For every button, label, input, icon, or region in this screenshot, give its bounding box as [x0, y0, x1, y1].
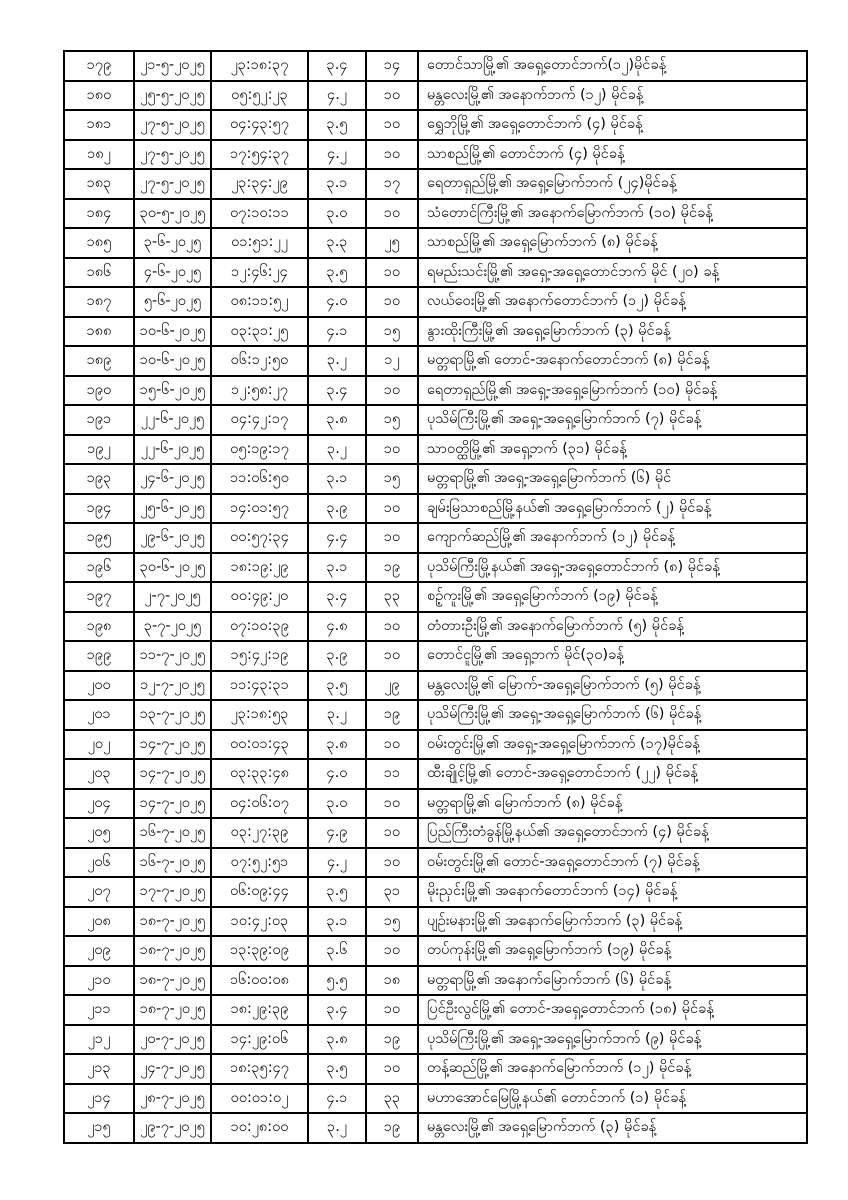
- table-row: [64, 907, 807, 937]
- cell-serial-number: ၁၉၇: [64, 582, 134, 612]
- cell-depth: ၁၄: [366, 51, 418, 81]
- cell-location: ချမ်းမြသာစည်မြို့နယ်၏ အရှေ့မြောက်ဘက် (၂) မိုင်ခန့်: [418, 494, 807, 524]
- cell-time: ၀၅:၁၉:၁၇: [211, 435, 308, 465]
- cell-date: ၂၂-၆-၂၀၂၅: [134, 405, 211, 435]
- cell-serial-number: ၁၈၈: [64, 317, 134, 347]
- table-row: [64, 759, 807, 789]
- cell-magnitude: ၄.၂: [308, 81, 366, 111]
- cell-magnitude: ၄.၉: [308, 818, 366, 848]
- cell-serial-number: ၁၈၇: [64, 287, 134, 317]
- cell-depth: ၁၀: [366, 995, 418, 1025]
- table-row: [64, 376, 807, 406]
- cell-magnitude: ၃.၉: [308, 641, 366, 671]
- cell-magnitude: ၄.၂: [308, 848, 366, 878]
- table-row: [64, 789, 807, 819]
- cell-date: ၁၂-၇-၂၀၂၅: [134, 671, 211, 701]
- cell-date: ၁၆-၇-၂၀၂၅: [134, 848, 211, 878]
- table-row: [64, 110, 807, 140]
- cell-magnitude: ၃.၅: [308, 1054, 366, 1084]
- table-row: [64, 553, 807, 583]
- table-row: [64, 1025, 807, 1055]
- cell-time: ၁၃:၃၉:၀၉: [211, 936, 308, 966]
- cell-magnitude: ၃.၁: [308, 553, 366, 583]
- cell-depth: ၁၀: [366, 110, 418, 140]
- cell-magnitude: ၃.၄: [308, 995, 366, 1025]
- cell-depth: ၁၀: [366, 1054, 418, 1084]
- cell-serial-number: ၁၈၂: [64, 140, 134, 170]
- cell-location: လယ်ဝေးမြို့၏ အနောက်တောင်ဘက် (၁၂) မိုင်ခန့်: [418, 287, 807, 317]
- cell-depth: ၁၉: [366, 700, 418, 730]
- cell-serial-number: ၁၉၅: [64, 523, 134, 553]
- cell-depth: ၁၉: [366, 553, 418, 583]
- cell-magnitude: ၃.၉: [308, 494, 366, 524]
- table-row: [64, 582, 807, 612]
- cell-date: ၁၇-၇-၂၀၂၅: [134, 877, 211, 907]
- cell-location: ပုသိမ်ကြီးမြို့၏ အရှေ့-အရှေ့မြောက်ဘက် (၆) မိုင်ခန့်: [418, 700, 807, 730]
- cell-date: ၃-၇-၂၀၂၅: [134, 612, 211, 642]
- cell-serial-number: ၁၉၈: [64, 612, 134, 642]
- cell-date: ၂၇-၅-၂၀၂၅: [134, 110, 211, 140]
- cell-depth: ၃၃: [366, 582, 418, 612]
- cell-date: ၁၄-၇-၂၀၂၅: [134, 730, 211, 760]
- table-row: [64, 671, 807, 701]
- cell-location: ဝမ်းတွင်းမြို့၏ တောင်-အရှေ့တောင်ဘက် (၇) မိုင်ခန့်: [418, 848, 807, 878]
- table-row: [64, 140, 807, 170]
- cell-location: ရေတာရှည်မြို့၏ အရှေ့-အရှေ့မြောက်ဘက် (၁၀) မိုင်ခန့်: [418, 376, 807, 406]
- cell-location: ပုသိမ်ကြီးမြို့၏ အရှေ့-အရှေ့မြောက်ဘက် (၇) မိုင်ခန့်: [418, 405, 807, 435]
- cell-time: ၀၄:၄၂:၁၇: [211, 405, 308, 435]
- cell-time: ၀၄:၄၃:၅၇: [211, 110, 308, 140]
- cell-magnitude: ၃.၂: [308, 346, 366, 376]
- cell-time: ၀၈:၁၁:၅၂: [211, 287, 308, 317]
- cell-depth: ၁၀: [366, 140, 418, 170]
- cell-time: ၀၇:၁၀:၃၉: [211, 612, 308, 642]
- cell-date: ၁၀-၆-၂၀၂၅: [134, 317, 211, 347]
- cell-time: ၁၈:၃၅:၄၇: [211, 1054, 308, 1084]
- cell-location: သာစည်မြို့၏ တောင်ဘက် (၄) မိုင်ခန့်: [418, 140, 807, 170]
- cell-location: သာစည်မြို့၏ အရှေ့မြောက်ဘက် (၈) မိုင်ခန့်: [418, 228, 807, 258]
- cell-depth: ၁၀: [366, 494, 418, 524]
- cell-magnitude: ၃.၃: [308, 228, 366, 258]
- cell-date: ၁၄-၇-၂၀၂၅: [134, 759, 211, 789]
- table-row: [64, 435, 807, 465]
- cell-location: ပြည်ကြီးတံခွန်မြို့နယ်၏ အရှေ့တောင်ဘက် (၄) မိုင်ခန့်: [418, 818, 807, 848]
- cell-magnitude: ၃.၄: [308, 51, 366, 81]
- cell-magnitude: ၃.၅: [308, 258, 366, 288]
- cell-date: ၂၅-၅-၂၀၂၅: [134, 81, 211, 111]
- cell-magnitude: ၃.၅: [308, 877, 366, 907]
- cell-date: ၁၃-၇-၂၀၂၅: [134, 700, 211, 730]
- cell-date: ၁၈-၇-၂၀၂၅: [134, 936, 211, 966]
- cell-depth: ၁၀: [366, 376, 418, 406]
- cell-serial-number: ၂၀၁: [64, 700, 134, 730]
- cell-serial-number: ၁၈၃: [64, 169, 134, 199]
- cell-serial-number: ၂၀၃: [64, 759, 134, 789]
- cell-depth: ၁၅: [366, 405, 418, 435]
- cell-date: ၁၁-၇-၂၀၂၅: [134, 641, 211, 671]
- table-row: [64, 1054, 807, 1084]
- cell-location: တပ်ကုန်းမြို့၏ အရှေ့မြောက်ဘက် (၁၉) မိုင်ခန့်: [418, 936, 807, 966]
- cell-location: မန္တလေးမြို့၏ မြောက်-အရှေ့မြောက်ဘက် (၅) မိုင်ခန့်: [418, 671, 807, 701]
- cell-location: စဉ့်ကူးမြို့၏ အရှေ့မြောက်ဘက် (၁၉) မိုင်ခန့်: [418, 582, 807, 612]
- cell-time: ၀၀:၀၁:၄၃: [211, 730, 308, 760]
- cell-time: ၂၃:၁၈:၃၇: [211, 51, 308, 81]
- cell-time: ၁၈:၁၉:၂၉: [211, 553, 308, 583]
- cell-date: ၃၀-၅-၂၀၂၅: [134, 199, 211, 229]
- cell-time: ၀၆:၁၂:၅၀: [211, 346, 308, 376]
- cell-depth: ၁၀: [366, 81, 418, 111]
- cell-magnitude: ၅.၅: [308, 966, 366, 996]
- cell-serial-number: ၂၀၉: [64, 936, 134, 966]
- cell-magnitude: ၃.၄: [308, 376, 366, 406]
- table-row: [64, 612, 807, 642]
- cell-location: မတ္တရာမြို့၏ အနောက်မြောက်ဘက် (၆) မိုင်ခန့်: [418, 966, 807, 996]
- cell-serial-number: ၂၁၁: [64, 995, 134, 1025]
- cell-location: ပုသိမ်ကြီးမြို့နယ်၏ အရှေ့-အရှေ့တောင်ဘက် (၈) မိုင်ခန့်: [418, 553, 807, 583]
- cell-serial-number: ၂၁၄: [64, 1084, 134, 1114]
- cell-time: ၁၄:၂၉:၀၆: [211, 1025, 308, 1055]
- table-row: [64, 818, 807, 848]
- cell-serial-number: ၁၈၄: [64, 199, 134, 229]
- cell-date: ၃-၆-၂၀၂၅: [134, 228, 211, 258]
- cell-location: မန္တလေးမြို့၏ အရှေ့မြောက်ဘက် (၃) မိုင်ခန့်: [418, 1113, 807, 1143]
- table-row: [64, 995, 807, 1025]
- table-row: [64, 966, 807, 996]
- table-row: [64, 730, 807, 760]
- cell-magnitude: ၄.၂: [308, 140, 366, 170]
- cell-depth: ၁၀: [366, 936, 418, 966]
- table-row: [64, 523, 807, 553]
- cell-magnitude: ၃.၁: [308, 907, 366, 937]
- cell-time: ၁၅:၄၂:၁၉: [211, 641, 308, 671]
- cell-location: ရွှေဘိုမြို့၏ အရှေ့တောင်ဘက် (၄) မိုင်ခန့်: [418, 110, 807, 140]
- cell-serial-number: ၁၉၉: [64, 641, 134, 671]
- cell-date: ၅-၆-၂၀၂၅: [134, 287, 211, 317]
- cell-time: ၁၁:၀၆:၅၀: [211, 464, 308, 494]
- cell-date: ၂၂-၆-၂၀၂၅: [134, 435, 211, 465]
- cell-depth: ၁၁: [366, 759, 418, 789]
- cell-serial-number: ၂၀၅: [64, 818, 134, 848]
- cell-magnitude: ၄.၈: [308, 612, 366, 642]
- cell-depth: ၁၇: [366, 169, 418, 199]
- table-row: [64, 346, 807, 376]
- cell-magnitude: ၃.၂: [308, 435, 366, 465]
- cell-serial-number: ၂၀၇: [64, 877, 134, 907]
- cell-date: ၂၇-၅-၂၀၂၅: [134, 140, 211, 170]
- cell-date: ၂၅-၆-၂၀၂၅: [134, 494, 211, 524]
- cell-serial-number: ၁၈၉: [64, 346, 134, 376]
- cell-magnitude: ၄.၄: [308, 523, 366, 553]
- cell-serial-number: ၁၉၀: [64, 376, 134, 406]
- table-row: [64, 700, 807, 730]
- earthquake-table: [63, 50, 808, 1144]
- cell-location: ဝမ်းတွင်းမြို့၏ အရှေ့-အရှေ့မြောက်ဘက် (၁၇)မိုင်ခန့်: [418, 730, 807, 760]
- cell-magnitude: ၃.၅: [308, 671, 366, 701]
- cell-date: ၁၆-၇-၂၀၂၅: [134, 818, 211, 848]
- cell-magnitude: ၄.၀: [308, 287, 366, 317]
- cell-depth: ၁၉: [366, 1113, 418, 1143]
- cell-serial-number: ၂၀၄: [64, 789, 134, 819]
- cell-serial-number: ၂၁၃: [64, 1054, 134, 1084]
- cell-location: မတ္တရာမြို့၏ တောင်-အနောက်တောင်ဘက် (၈) မိုင်ခန့်: [418, 346, 807, 376]
- cell-magnitude: ၃.၈: [308, 730, 366, 760]
- cell-date: ၂၈-၇-၂၀၂၅: [134, 1084, 211, 1114]
- cell-time: ၀၆:၀၉:၄၄: [211, 877, 308, 907]
- cell-location: တောင်ငူမြို့၏ အရှေ့ဘက် မိုင်(၃၀)ခန့်: [418, 641, 807, 671]
- cell-serial-number: ၂၁၅: [64, 1113, 134, 1143]
- table-row: [64, 317, 807, 347]
- table-row: [64, 258, 807, 288]
- cell-serial-number: ၁၈၀: [64, 81, 134, 111]
- table-row: [64, 464, 807, 494]
- cell-magnitude: ၃.၀: [308, 789, 366, 819]
- cell-location: သံတောင်ကြီးမြို့၏ အနောက်မြောက်ဘက် (၁၀) မိုင်ခန့်: [418, 199, 807, 229]
- table-row: [64, 494, 807, 524]
- cell-date: ၁၀-၆-၂၀၂၅: [134, 346, 211, 376]
- cell-serial-number: ၁၉၆: [64, 553, 134, 583]
- cell-location: မတ္တရာမြို့၏ အရှေ့-အရှေ့မြောက်ဘက် (၆) မိုင်: [418, 464, 807, 494]
- cell-date: ၁၄-၇-၂၀၂၅: [134, 789, 211, 819]
- table-row: [64, 51, 807, 81]
- cell-magnitude: ၃.၁: [308, 464, 366, 494]
- cell-time: ၁၈:၂၉:၃၉: [211, 995, 308, 1025]
- cell-time: ၀၃:၃၃:၄၈: [211, 759, 308, 789]
- cell-time: ၀၇:၅၂:၅၁: [211, 848, 308, 878]
- cell-depth: ၁၀: [366, 258, 418, 288]
- cell-date: ၂၉-၆-၂၀၂၅: [134, 523, 211, 553]
- cell-time: ၀၁:၅၁:၂၂: [211, 228, 308, 258]
- cell-depth: ၁၅: [366, 907, 418, 937]
- cell-serial-number: ၂၁၂: [64, 1025, 134, 1055]
- cell-magnitude: ၃.၂: [308, 700, 366, 730]
- table-row: [64, 877, 807, 907]
- cell-serial-number: ၁၉၁: [64, 405, 134, 435]
- cell-date: ၁၈-၇-၂၀၂၅: [134, 966, 211, 996]
- cell-magnitude: ၃.၈: [308, 1025, 366, 1055]
- cell-magnitude: ၃.၈: [308, 405, 366, 435]
- cell-depth: ၁၀: [366, 789, 418, 819]
- cell-serial-number: ၂၀၀: [64, 671, 134, 701]
- cell-magnitude: ၃.၄: [308, 582, 366, 612]
- cell-depth: ၁၀: [366, 287, 418, 317]
- cell-depth: ၁၀: [366, 848, 418, 878]
- table-row: [64, 287, 807, 317]
- cell-date: ၂၇-၅-၂၀၂၅: [134, 169, 211, 199]
- cell-depth: ၁၅: [366, 317, 418, 347]
- cell-depth: ၁၈: [366, 966, 418, 996]
- cell-time: ၁၄:၀၁:၅၇: [211, 494, 308, 524]
- cell-magnitude: ၄.၁: [308, 1084, 366, 1114]
- cell-time: ၁၂:၅၈:၂၇: [211, 376, 308, 406]
- cell-serial-number: ၂၀၆: [64, 848, 134, 878]
- cell-location: တောင်သာမြို့၏ အရှေ့တောင်ဘက်(၁၂)မိုင်ခန့်: [418, 51, 807, 81]
- cell-magnitude: ၃.၁: [308, 169, 366, 199]
- cell-time: ၀၅:၅၂:၂၃: [211, 81, 308, 111]
- cell-date: ၁၅-၆-၂၀၂၅: [134, 376, 211, 406]
- cell-location: ကျောက်ဆည်မြို့၏ အနောက်ဘက် (၁၂) မိုင်ခန့်: [418, 523, 807, 553]
- cell-location: သာဝတ္ထိမြို့၏ အရှေ့ဘက် (၃၁) မိုင်ခန့်: [418, 435, 807, 465]
- cell-magnitude: ၄.၁: [308, 317, 366, 347]
- table-row: [64, 1113, 807, 1143]
- cell-time: ၀၃:၃၁:၂၅: [211, 317, 308, 347]
- table-row: [64, 199, 807, 229]
- cell-time: ၀၄:၀၆:၀၇: [211, 789, 308, 819]
- table-row: [64, 81, 807, 111]
- cell-location: ပုသိမ်ကြီးမြို့၏ အရှေ့-အရှေ့မြောက်ဘက် (၉) မိုင်ခန့်: [418, 1025, 807, 1055]
- cell-serial-number: ၁၉၂: [64, 435, 134, 465]
- cell-magnitude: ၄.၀: [308, 759, 366, 789]
- cell-location: ရေတာရှည်မြို့၏ အရှေ့မြောက်ဘက် (၂၄)မိုင်ခန့်: [418, 169, 807, 199]
- table-row: [64, 936, 807, 966]
- cell-date: ၂၄-၇-၂၀၂၅: [134, 1054, 211, 1084]
- cell-date: ၄-၆-၂၀၂၅: [134, 258, 211, 288]
- cell-depth: ၁၉: [366, 1025, 418, 1055]
- cell-time: ၁၀:၂၈:၀၀: [211, 1113, 308, 1143]
- cell-serial-number: ၂၀၈: [64, 907, 134, 937]
- cell-time: ၂၃:၁၈:၅၃: [211, 700, 308, 730]
- cell-depth: ၁၀: [366, 435, 418, 465]
- cell-depth: ၁၂: [366, 346, 418, 376]
- cell-depth: ၁၀: [366, 523, 418, 553]
- cell-magnitude: ၃.၀: [308, 199, 366, 229]
- cell-magnitude: ၃.၆: [308, 936, 366, 966]
- cell-magnitude: ၃.၂: [308, 1113, 366, 1143]
- cell-time: ၁၁:၄၃:၃၁: [211, 671, 308, 701]
- cell-time: ၁၀:၄၂:၀၃: [211, 907, 308, 937]
- cell-location: ထီးချိုင့်မြို့၏ တောင်-အရှေ့တောင်ဘက် (၂၂) မိုင်ခန့်: [418, 759, 807, 789]
- cell-depth: ၁၀: [366, 730, 418, 760]
- cell-time: ၀၀:၄၉:၂၀: [211, 582, 308, 612]
- cell-serial-number: ၁၇၉: [64, 51, 134, 81]
- cell-serial-number: ၁၉၃: [64, 464, 134, 494]
- cell-location: မဟာအောင်မြေမြို့နယ်၏ တောင်ဘက် (၁) မိုင်ခန့်: [418, 1084, 807, 1114]
- table-row: [64, 848, 807, 878]
- cell-depth: ၃၁: [366, 877, 418, 907]
- cell-time: ၀၀:၅၇:၃၄: [211, 523, 308, 553]
- cell-date: ၂၀-၇-၂၀၂၅: [134, 1025, 211, 1055]
- cell-depth: ၁၀: [366, 612, 418, 642]
- cell-depth: ၂၉: [366, 671, 418, 701]
- cell-time: ၀၃:၂၇:၃၉: [211, 818, 308, 848]
- cell-serial-number: ၂၀၂: [64, 730, 134, 760]
- table-row: [64, 405, 807, 435]
- cell-time: ၀၇:၁၀:၁၁: [211, 199, 308, 229]
- cell-serial-number: ၁၈၅: [64, 228, 134, 258]
- cell-location: ပျဉ်းမနားမြို့၏ အနောက်မြောက်ဘက် (၃) မိုင်ခန့်: [418, 907, 807, 937]
- cell-depth: ၃၃: [366, 1084, 418, 1114]
- cell-time: ၁၂:၄၆:၂၄: [211, 258, 308, 288]
- cell-date: ၁၈-၇-၂၀၂၅: [134, 907, 211, 937]
- cell-location: မန္တလေးမြို့၏ အနောက်ဘက် (၁၂) မိုင်ခန့်: [418, 81, 807, 111]
- cell-serial-number: ၂၁၀: [64, 966, 134, 996]
- cell-depth: ၁၅: [366, 464, 418, 494]
- cell-depth: ၁၀: [366, 641, 418, 671]
- cell-location: တံတားဦးမြို့၏ အနောက်မြောက်ဘက် (၅) မိုင်ခန့်: [418, 612, 807, 642]
- cell-serial-number: ၁၈၆: [64, 258, 134, 288]
- cell-time: ၁၇:၅၄:၃၇: [211, 140, 308, 170]
- cell-depth: ၂၅: [366, 228, 418, 258]
- cell-time: ၀၀:၀၁:၀၂: [211, 1084, 308, 1114]
- cell-depth: ၁၀: [366, 818, 418, 848]
- cell-date: ၃၀-၆-၂၀၂၅: [134, 553, 211, 583]
- cell-depth: ၁၀: [366, 199, 418, 229]
- cell-date: ၂-၇-၂၀၂၅: [134, 582, 211, 612]
- table-row: [64, 228, 807, 258]
- cell-location: ပြင်ဦးလွင်မြို့၏ တောင်-အရှေ့တောင်ဘက် (၁၈) မိုင်ခန့်: [418, 995, 807, 1025]
- cell-serial-number: ၁၉၄: [64, 494, 134, 524]
- cell-location: မိုးညှင်းမြို့၏ အနောက်တောင်ဘက် (၁၄) မိုင်ခန့်: [418, 877, 807, 907]
- cell-location: နွားထိုးကြီးမြို့၏ အရှေ့မြောက်ဘက် (၃) မိုင်ခန့်: [418, 317, 807, 347]
- cell-location: တန့်ဆည်မြို့၏ အနောက်မြောက်ဘက် (၁၂) မိုင်ခန့်: [418, 1054, 807, 1084]
- table-row: [64, 641, 807, 671]
- cell-date: ၂၁-၅-၂၀၂၅: [134, 51, 211, 81]
- cell-serial-number: ၁၈၁: [64, 110, 134, 140]
- cell-date: ၂၄-၆-၂၀၂၅: [134, 464, 211, 494]
- cell-location: ရမည်းသင်းမြို့၏ အရှေ့-အရှေ့တောင်ဘက် မိုင် (၂၀) ခန့်: [418, 258, 807, 288]
- cell-date: ၂၉-၇-၂၀၂၅: [134, 1113, 211, 1143]
- cell-location: မတ္တရာမြို့၏ မြောက်ဘက် (၈) မိုင်ခန့်: [418, 789, 807, 819]
- table-row: [64, 1084, 807, 1114]
- cell-date: ၁၈-၇-၂၀၂၅: [134, 995, 211, 1025]
- cell-time: ၂၃:၃၄:၂၉: [211, 169, 308, 199]
- table-row: [64, 169, 807, 199]
- cell-magnitude: ၃.၅: [308, 110, 366, 140]
- cell-time: ၁၆:၀၀:၀၈: [211, 966, 308, 996]
